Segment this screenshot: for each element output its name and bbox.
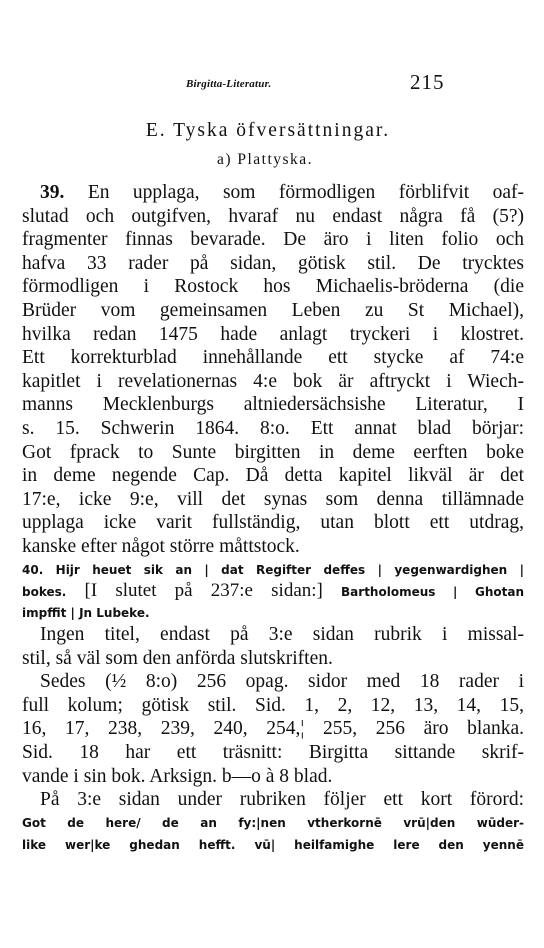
text-line: 16, 17, 238, 239, 240, 254,¦ 255, 256 äro blanka. [22,718,524,740]
blackletter-text: like wer|ke ghedan hefft. vū| heilfamighe lere den yennē [22,837,524,852]
text-line: fragmenter finnas bevarade. De äro i liten folio och [22,229,524,251]
text-line: slutad och outgifven, hvaraf nu endast några få (5?) [22,205,524,227]
blackletter-text: Got de here/ de an fy:|nen vtherkornē vrū|den wūder- [22,815,524,830]
text-line: manns Mecklenburgs altniedersächsishe Literatur, I [22,394,524,416]
text-line: vande i sin bok. Arksign. b—o à 8 blad. [22,765,333,787]
quote-line [22,812,524,834]
entry-number: 39. [40,182,65,203]
subsection-title: a) Plattyska. [216,151,314,168]
running-header [0,68,544,98]
text-line: hvilka redan 1475 hade anlagt tryckeri i klostret. [22,323,524,345]
entry-40-title-line [22,559,524,581]
text-line: Sedes (½ 8:o) 256 opag. sidor med 18 rader i [40,671,524,693]
text-line: hafva 33 rader på sidan, götisk stil. De trycktes [22,252,524,274]
text-line: Sid. 18 har ett träsnitt: Birgitta sittande skrif- [22,741,524,763]
text-line: in deme negende Cap. Då detta kapitel likväl är det [22,465,524,487]
blackletter-text: 40. Hijr heuet sik an | dat Regifter deffes | yegenwardighen | [22,562,524,577]
page-body [22,181,524,856]
roman-text: [I slutet på 237:e sidan:] [66,580,342,601]
blackletter-text: impffit | Jn Lubeke. [22,605,150,620]
page-number: 215 [410,70,445,94]
text-line: En upplaga, som förmodligen förblifvit oaf- [64,182,524,203]
text-line: 17:e, icke 9:e, vill det synas som denna tillämnade [22,488,524,510]
text-line: Ett korrekturblad innehållande ett stycke af 74:e [22,347,524,369]
text-line: full kolum; götisk stil. Sid. 1, 2, 12, 13, 14, 15, [22,694,524,716]
text-line: kapitlet i revelationernas 4:e bok är aftryckt i Wiech- [22,370,524,392]
blackletter-text: bokes. [22,585,67,599]
text-line: På 3:e sidan under rubriken följer ett kort förord: [40,789,524,811]
section-title: E. Tyska öfversättningar. [145,120,391,141]
text-line: upplaga icke varit fullständig, utan blott ett utdrag, [22,512,524,534]
quote-line [22,834,524,856]
text-line: Got fprack to Sunte birgitten in deme eerften boke [22,441,524,463]
text-line: Brüder vom gemeinsamen Leben zu St Michael), [22,299,524,321]
text-line: kanske efter något större måttstock. [22,535,300,557]
text-line: Ingen titel, endast på 3:e sidan rubrik i missal- [40,624,524,645]
text-line: förmodligen i Rostock hos Michaelis-bröderna (die [22,276,524,298]
entry-39-first-line [22,181,524,205]
running-head-title: Birgitta-Literatur. [186,78,272,90]
entry-40-title-line [22,602,524,624]
entry-40-title-line [22,580,524,602]
text-line: stil, så väl som den anförda slutskriften. [22,647,333,669]
blackletter-text: Bartholomeus | Ghotan [341,585,524,599]
text-line: s. 15. Schwerin 1864. 8:o. Ett annat blad börjar: [22,417,524,439]
